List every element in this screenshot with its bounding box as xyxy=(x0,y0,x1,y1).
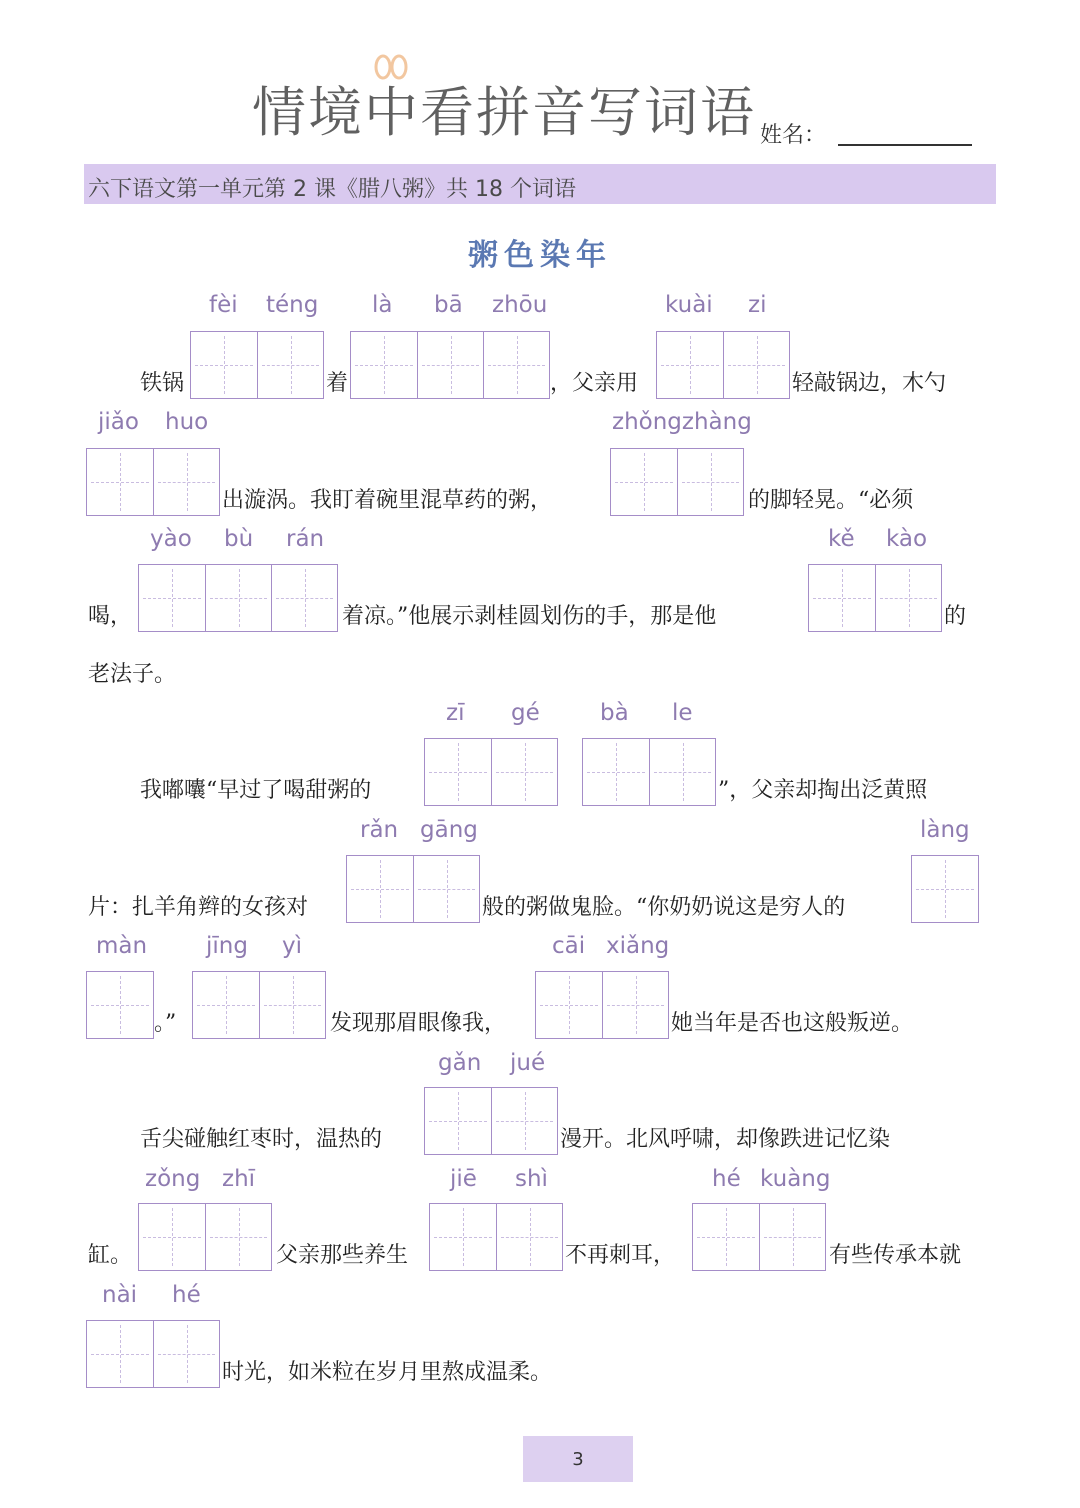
passage-text: ，父亲用 xyxy=(550,371,639,396)
passage-text: 父亲那些养生 xyxy=(276,1243,409,1268)
lesson-banner-text: 六下语文第一单元第 2 课《腊八粥》共 18 个词语 xyxy=(88,177,576,202)
pinyin: téng xyxy=(266,292,319,318)
passage-text: 有些传承本就 xyxy=(829,1243,962,1268)
pinyin: jiē xyxy=(450,1166,477,1192)
pinyin: rǎn xyxy=(360,817,399,843)
pinyin: jiǎo xyxy=(98,409,139,435)
answer-box-jiaohuo[interactable] xyxy=(86,448,220,516)
passage-text: ”，父亲却掏出泛黄照 xyxy=(718,778,928,803)
passage-text: 漫开。北风呼啸，却像跌进记忆染 xyxy=(560,1127,891,1152)
answer-box-hekuang[interactable] xyxy=(692,1203,826,1271)
answer-box-jingyi[interactable] xyxy=(192,971,326,1039)
pinyin: yì xyxy=(282,933,303,959)
answer-box-ganjue[interactable] xyxy=(424,1087,558,1155)
pinyin: yào xyxy=(150,526,192,552)
pinyin: là xyxy=(372,292,393,318)
pinyin: làng xyxy=(920,817,970,843)
passage-text: 发现那眉眼像我， xyxy=(330,1011,507,1036)
passage-text: 。” xyxy=(154,1011,177,1036)
pinyin: gāng xyxy=(420,817,478,843)
answer-box-bale[interactable] xyxy=(582,738,716,806)
pinyin: kào xyxy=(886,526,928,552)
pinyin: kuài xyxy=(665,292,713,318)
pinyin: jīng xyxy=(206,933,248,959)
answer-box-caixiang[interactable] xyxy=(535,971,669,1039)
passage-text: 着凉。”他展示剥桂圆划伤的手，那是他 xyxy=(342,604,717,629)
passage-text: 喝， xyxy=(88,604,133,629)
passage-text: 片：扎羊角辫的女孩对 xyxy=(88,895,309,920)
pinyin: nài xyxy=(102,1282,138,1308)
pinyin: zi xyxy=(748,292,767,318)
answer-box-kekao[interactable] xyxy=(808,564,942,632)
answer-box-yaoburan[interactable] xyxy=(138,564,338,632)
passage-text: 不再刺耳， xyxy=(565,1243,676,1268)
pinyin: zǒng xyxy=(145,1166,201,1192)
passage-title: 粥色染年 xyxy=(468,238,612,273)
passage-text: 着 xyxy=(326,371,349,396)
pinyin: shì xyxy=(515,1166,548,1192)
pinyin: rán xyxy=(286,526,325,552)
pinyin: jué xyxy=(510,1050,546,1076)
page-number: 3 xyxy=(523,1436,633,1482)
pinyin: zhǒngzhàng xyxy=(612,409,752,435)
answer-box-labazhou[interactable] xyxy=(350,331,550,399)
pinyin: hé xyxy=(172,1282,201,1308)
pinyin: zhī xyxy=(222,1166,256,1192)
passage-text: 出漩涡。我盯着碗里混草药的粥， xyxy=(222,488,553,513)
pinyin: màn xyxy=(96,933,148,959)
name-input-line[interactable] xyxy=(838,144,972,146)
pinyin: huo xyxy=(165,409,209,435)
passage-text: 我嘟囔“早过了喝甜粥的 xyxy=(140,778,372,803)
passage-text: 舌尖碰触红枣时，温热的 xyxy=(140,1127,383,1152)
name-label: 姓名： xyxy=(760,123,827,148)
answer-box-kuaizi[interactable] xyxy=(656,331,790,399)
pinyin: le xyxy=(672,700,693,726)
pinyin: zhōu xyxy=(492,292,548,318)
pinyin: bà xyxy=(600,700,629,726)
passage-text: 时光，如米粒在岁月里熬成温柔。 xyxy=(222,1360,553,1385)
answer-box-feiteng[interactable] xyxy=(190,331,324,399)
pinyin: xiǎng xyxy=(606,933,670,959)
pinyin: gǎn xyxy=(438,1050,482,1076)
answer-box-naihe[interactable] xyxy=(86,1320,220,1388)
passage-text: 般的粥做鬼脸。“你奶奶说这是穷人的 xyxy=(482,895,846,920)
passage-text: 的 xyxy=(944,604,967,629)
pinyin: zī xyxy=(446,700,465,726)
passage-text: 缸。 xyxy=(88,1243,133,1268)
pinyin: cāi xyxy=(552,933,586,959)
pinyin: kě xyxy=(828,526,855,552)
answer-box-zhongzhang[interactable] xyxy=(610,448,744,516)
worksheet-title: 情境中看拼音写词语 xyxy=(252,81,756,144)
answer-box-zige[interactable] xyxy=(424,738,558,806)
passage-text: 的脚轻晃。“必须 xyxy=(748,488,914,513)
pinyin: bā xyxy=(434,292,463,318)
pinyin: hé xyxy=(712,1166,741,1192)
passage-text: 老法子。 xyxy=(88,662,177,687)
pinyin: bù xyxy=(224,526,254,552)
answer-box-rangang[interactable] xyxy=(346,855,480,923)
answer-box-zongzhi[interactable] xyxy=(138,1203,272,1271)
passage-text: 她当年是否也这般叛逆。 xyxy=(671,1011,914,1036)
pinyin: gé xyxy=(511,700,540,726)
pinyin: kuàng xyxy=(760,1166,831,1192)
answer-box-lang[interactable] xyxy=(911,855,979,923)
pinyin: fèi xyxy=(209,292,238,318)
passage-text: 轻敲锅边，木勺 xyxy=(792,371,947,396)
answer-box-jieshi[interactable] xyxy=(429,1203,563,1271)
answer-box-man[interactable] xyxy=(86,971,154,1039)
passage-text: 铁锅 xyxy=(140,371,185,396)
